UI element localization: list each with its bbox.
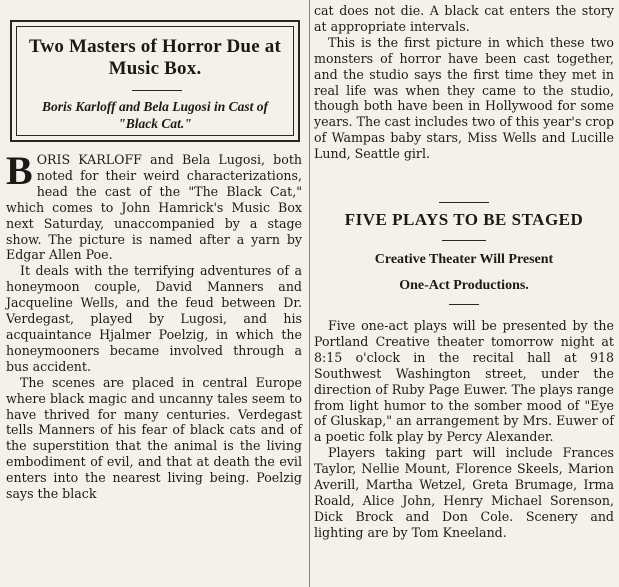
article-body-left [6, 148, 302, 502]
headline-box [10, 20, 300, 142]
paragraph-2: It deals with the terrifying adventures of a honeymoon couple, David Manners and Jacqueline Wells, and the feud between Dr. Verdegast, played by Lugosi, and his acquaintance Hjalmer Poelzig, in which the honeymooners became involved through a bus accident. [6, 263, 302, 374]
article-headline: Two Masters of Horror Due at Music Box. [28, 36, 281, 79]
section-rule-mid [442, 240, 486, 241]
deck-rule [132, 90, 182, 91]
paragraph-intro [6, 148, 302, 263]
paragraph-1-text: ORIS KARLOFF and Bela Lugosi, both noted for their weird characterizations, head the cast of the "The Black Cat," which comes to John Hamrick's Music Box next Saturday, unaccompanied by a stage show. The picture is named after a yarn by Edgar Allen Poe. [6, 152, 302, 263]
article-body-continued [314, 3, 614, 162]
left-column [4, 0, 304, 587]
section-rule-top [439, 202, 489, 203]
article2-deck-line2: One-Act Productions. [399, 278, 529, 293]
right-column [314, 0, 616, 587]
paragraph-6: Players taking part will include Frances Taylor, Nellie Mount, Florence Skeels, Marion Averill, Martha Wetzel, Greta Brumage, Irma Roald, Alice John, Henry Michael Sorenson, Dick Brock and Don Cole. Scenery and lighting are by Tom Kneeland. [314, 445, 614, 540]
article2-headline: FIVE PLAYS TO BE STAGED [344, 210, 584, 229]
paragraph-3: The scenes are placed in central Europe where black magic and uncanny tales seem to have thrived for many centuries. Verdegast tells Manners of his fear of black cats and of the superstition that the animal is the living embodiment of evil, and that at death the evil enters into the nearest living being. Poelzig says the black [6, 374, 302, 502]
article-deck: Boris Karloff and Bela Lugosi in Cast of "Black Cat." [42, 99, 268, 131]
paragraph-5: Five one-act plays will be presented by the Portland Creative theater tomorrow night at 8:15 o'clock in the recital hall at 918 Southwest Washington street, under the direction of Ruby Page Euwer. The plays range from light humor to the somber mood of "Eye of Gluskap," an arrangement by Mrs. Euwer of a poetic folk play by Percy Alexander. [314, 318, 614, 445]
article2-deck-line1: Creative Theater Will Present [374, 252, 554, 267]
article2-body [314, 318, 614, 541]
paragraph-continued: cat does not die. A black cat enters the story at appropriate intervals. [314, 3, 614, 34]
column-divider [309, 0, 310, 587]
paragraph-4: This is the first picture in which these two monsters of horror have been cast together, and the studio says the first time they met in real life was when they came to the studio, though both have been in Hollywood for some years. The cast includes two of this year's crop of Wampas baby stars, Miss Wells and Lucille Lund, Seattle girl. [314, 34, 615, 162]
drop-cap: B [6, 148, 33, 193]
section-rule-bottom [449, 304, 479, 305]
